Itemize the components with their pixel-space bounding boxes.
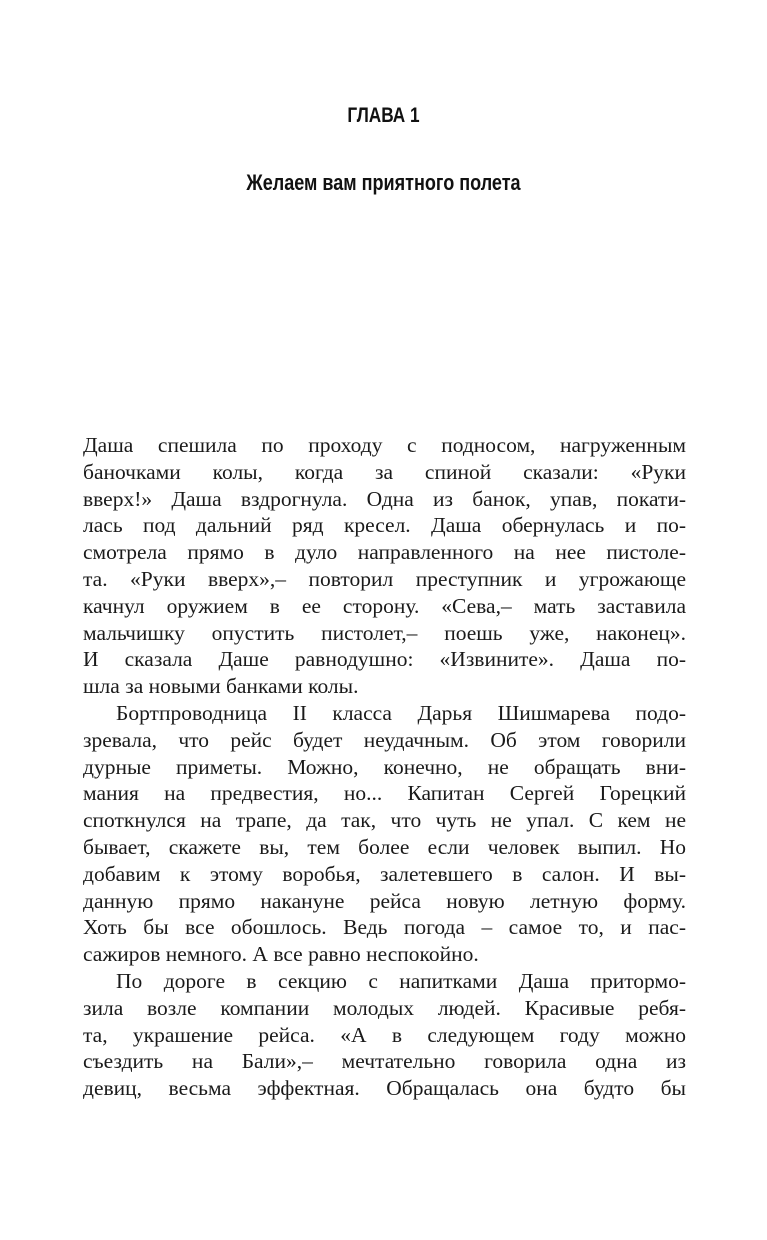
body-text [83,432,686,1102]
text-line: баночками колы, когда за спиной сказали: «Руки [83,459,686,484]
paragraph-1 [83,432,686,700]
text-line: смотрела прямо в дуло направленного на нее пистоле- [83,540,686,565]
text-line: качнул оружием в ее сторону. «Сева,– мать заставила [83,593,686,618]
text-line: И сказала Даше равнодушно: «Извините». Даша по- [83,647,686,672]
text-line: споткнулся на трапе, да так, что чуть не упал. С кем не [83,808,686,833]
text-line: съездить на Бали»,– мечтательно говорила одна из [83,1049,686,1074]
text-line: данную прямо накануне рейса новую летную форму. [83,888,686,913]
text-line: мальчишку опустить пистолет,– поешь уже, наконец». [83,620,686,645]
chapter-title: Желаем вам приятного полета [246,170,521,195]
text-line: сажиров немного. А все равно неспокойно. [83,942,479,967]
text-line: вверх!» Даша вздрогнула. Одна из банок, упав, покати- [83,486,686,511]
text-line: девиц, весьма эффектная. Обращалась она будто бы [83,1076,686,1101]
text-line: По дороге в секцию с напитками Даша притормо- [116,968,686,993]
text-line: зревала, что рейс будет неудачным. Об этом говорили [83,727,686,752]
text-line: бывает, скажете вы, тем более если человек выпил. Но [83,834,686,859]
text-line: мания на предвестия, но... Капитан Сергей Горецкий [83,781,686,806]
text-line: добавим к этому воробья, залетевшего в салон. И вы- [83,861,686,886]
paragraph-2 [83,700,686,968]
paragraph-3 [83,968,686,1102]
text-line: лась под дальний ряд кресел. Даша обернулась и по- [83,513,686,538]
text-line: дурные приметы. Можно, конечно, не обращать вни- [83,754,686,779]
text-line: Даша спешила по проходу с подносом, нагруженным [83,433,686,457]
text-line: зила возле компании молодых людей. Красивые ребя- [83,995,686,1020]
text-line: Хоть бы все обошлось. Ведь погода – самое то, и пас- [83,915,686,940]
text-line: шла за новыми банками колы. [83,674,359,699]
text-line: та, украшение рейса. «А в следующем году можно [83,1022,686,1047]
chapter-number: ГЛАВА 1 [347,104,420,127]
text-line: Бортпроводница II класса Дарья Шишмарева подо- [116,700,686,725]
text-line: та. «Руки вверх»,– повторил преступник и угрожающе [83,566,686,591]
